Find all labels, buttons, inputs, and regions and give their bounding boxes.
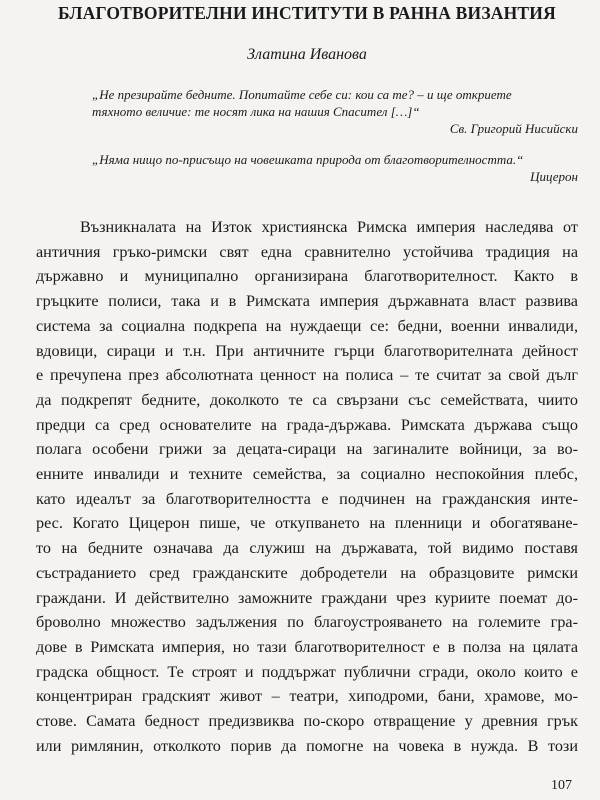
epigraph-line: „Не презирайте бедните. Попитайте себе си: кои са те? – и ще откриете <box>92 87 512 102</box>
text-line: броволно множество задължения по благоустрояването на големите гра- <box>36 613 578 632</box>
text-line: вдовици, сираци и т.н. При античните гърци благотворителната дейност <box>36 341 578 360</box>
text-line: Възникналата на Изток християнска Римска империя наследява от <box>80 218 578 236</box>
text-line: граждани. И действително заможните граждани чрез куриите поемат до- <box>36 588 578 607</box>
epigraph-source: Цицерон <box>530 169 578 184</box>
text-line: е пречупена през абсолютната ценност на полиса – те считат за свой дълг <box>36 366 578 385</box>
epigraph-source: Св. Григорий Нисийски <box>449 121 578 136</box>
body-paragraph <box>36 215 578 758</box>
article-title: БЛАГОТВОРИТЕЛНИ ИНСТИТУТИ В РАННА ВИЗАНТИЯ <box>58 3 556 23</box>
text-line: полага особени грижи за децата-сираци на загиналите войници, за во- <box>36 440 578 459</box>
page-number: 107 <box>551 778 572 793</box>
epigraph-2 <box>92 151 578 185</box>
text-line: да подкрепят бедните, доколкото те са свързани със семействата, чиито <box>36 390 578 409</box>
text-line: дове в Римската империя, но тази благотворителност е в полза на цялата <box>36 637 578 656</box>
text-line: стове. Самата бедност предизвиква по-скоро отвращение у древния грък <box>36 712 578 731</box>
text-line: предци са сред основателите на града-държава. Римската държава също <box>36 415 578 434</box>
text-line: система за социална подкрепа на нуждаещи се: бедни, военни инвалиди, <box>36 316 578 335</box>
epigraph-line: „Няма нищо по-присъщо на човешката природа от благотворителността.“ <box>92 152 524 167</box>
text-line: състраданието сред гражданските добродетели на образцовите римски <box>36 563 578 582</box>
text-line: то на бедните означава да служиш на държавата, той видимо поставя <box>36 539 578 558</box>
epigraph-line: тяхното величие: те носят лика на нашия Спасител […]“ <box>92 104 420 119</box>
text-line: градска общност. Те строят и поддържат публични сгради, около които е <box>36 662 578 681</box>
text-line: като идеалът за благотворителността е подчинен на гражданския инте- <box>36 489 578 508</box>
epigraph-1 <box>92 86 578 137</box>
text-line: античния гръко-римски свят една сравнително устойчива традиция на <box>36 242 578 261</box>
text-line: енните инвалиди и техните семейства, за социално неспокойния плебс, <box>36 465 578 484</box>
text-line: държавно и муниципално организирана благотворителност. Както в <box>36 267 578 286</box>
text-line: рес. Когато Цицерон пише, че откупването на пленници и обогатяване- <box>36 514 578 533</box>
epigraphs <box>92 86 578 185</box>
text-line: или римлянин, отколкото порив да помогне на човека в нужда. В този <box>36 736 578 755</box>
text-line: гръцките полиси, така и в Римската империя държавната власт развива <box>36 292 578 311</box>
text-line: концентриран градският живот – театри, хиподроми, бани, храмове, мо- <box>36 687 578 706</box>
author-name: Златина Иванова <box>247 46 367 63</box>
